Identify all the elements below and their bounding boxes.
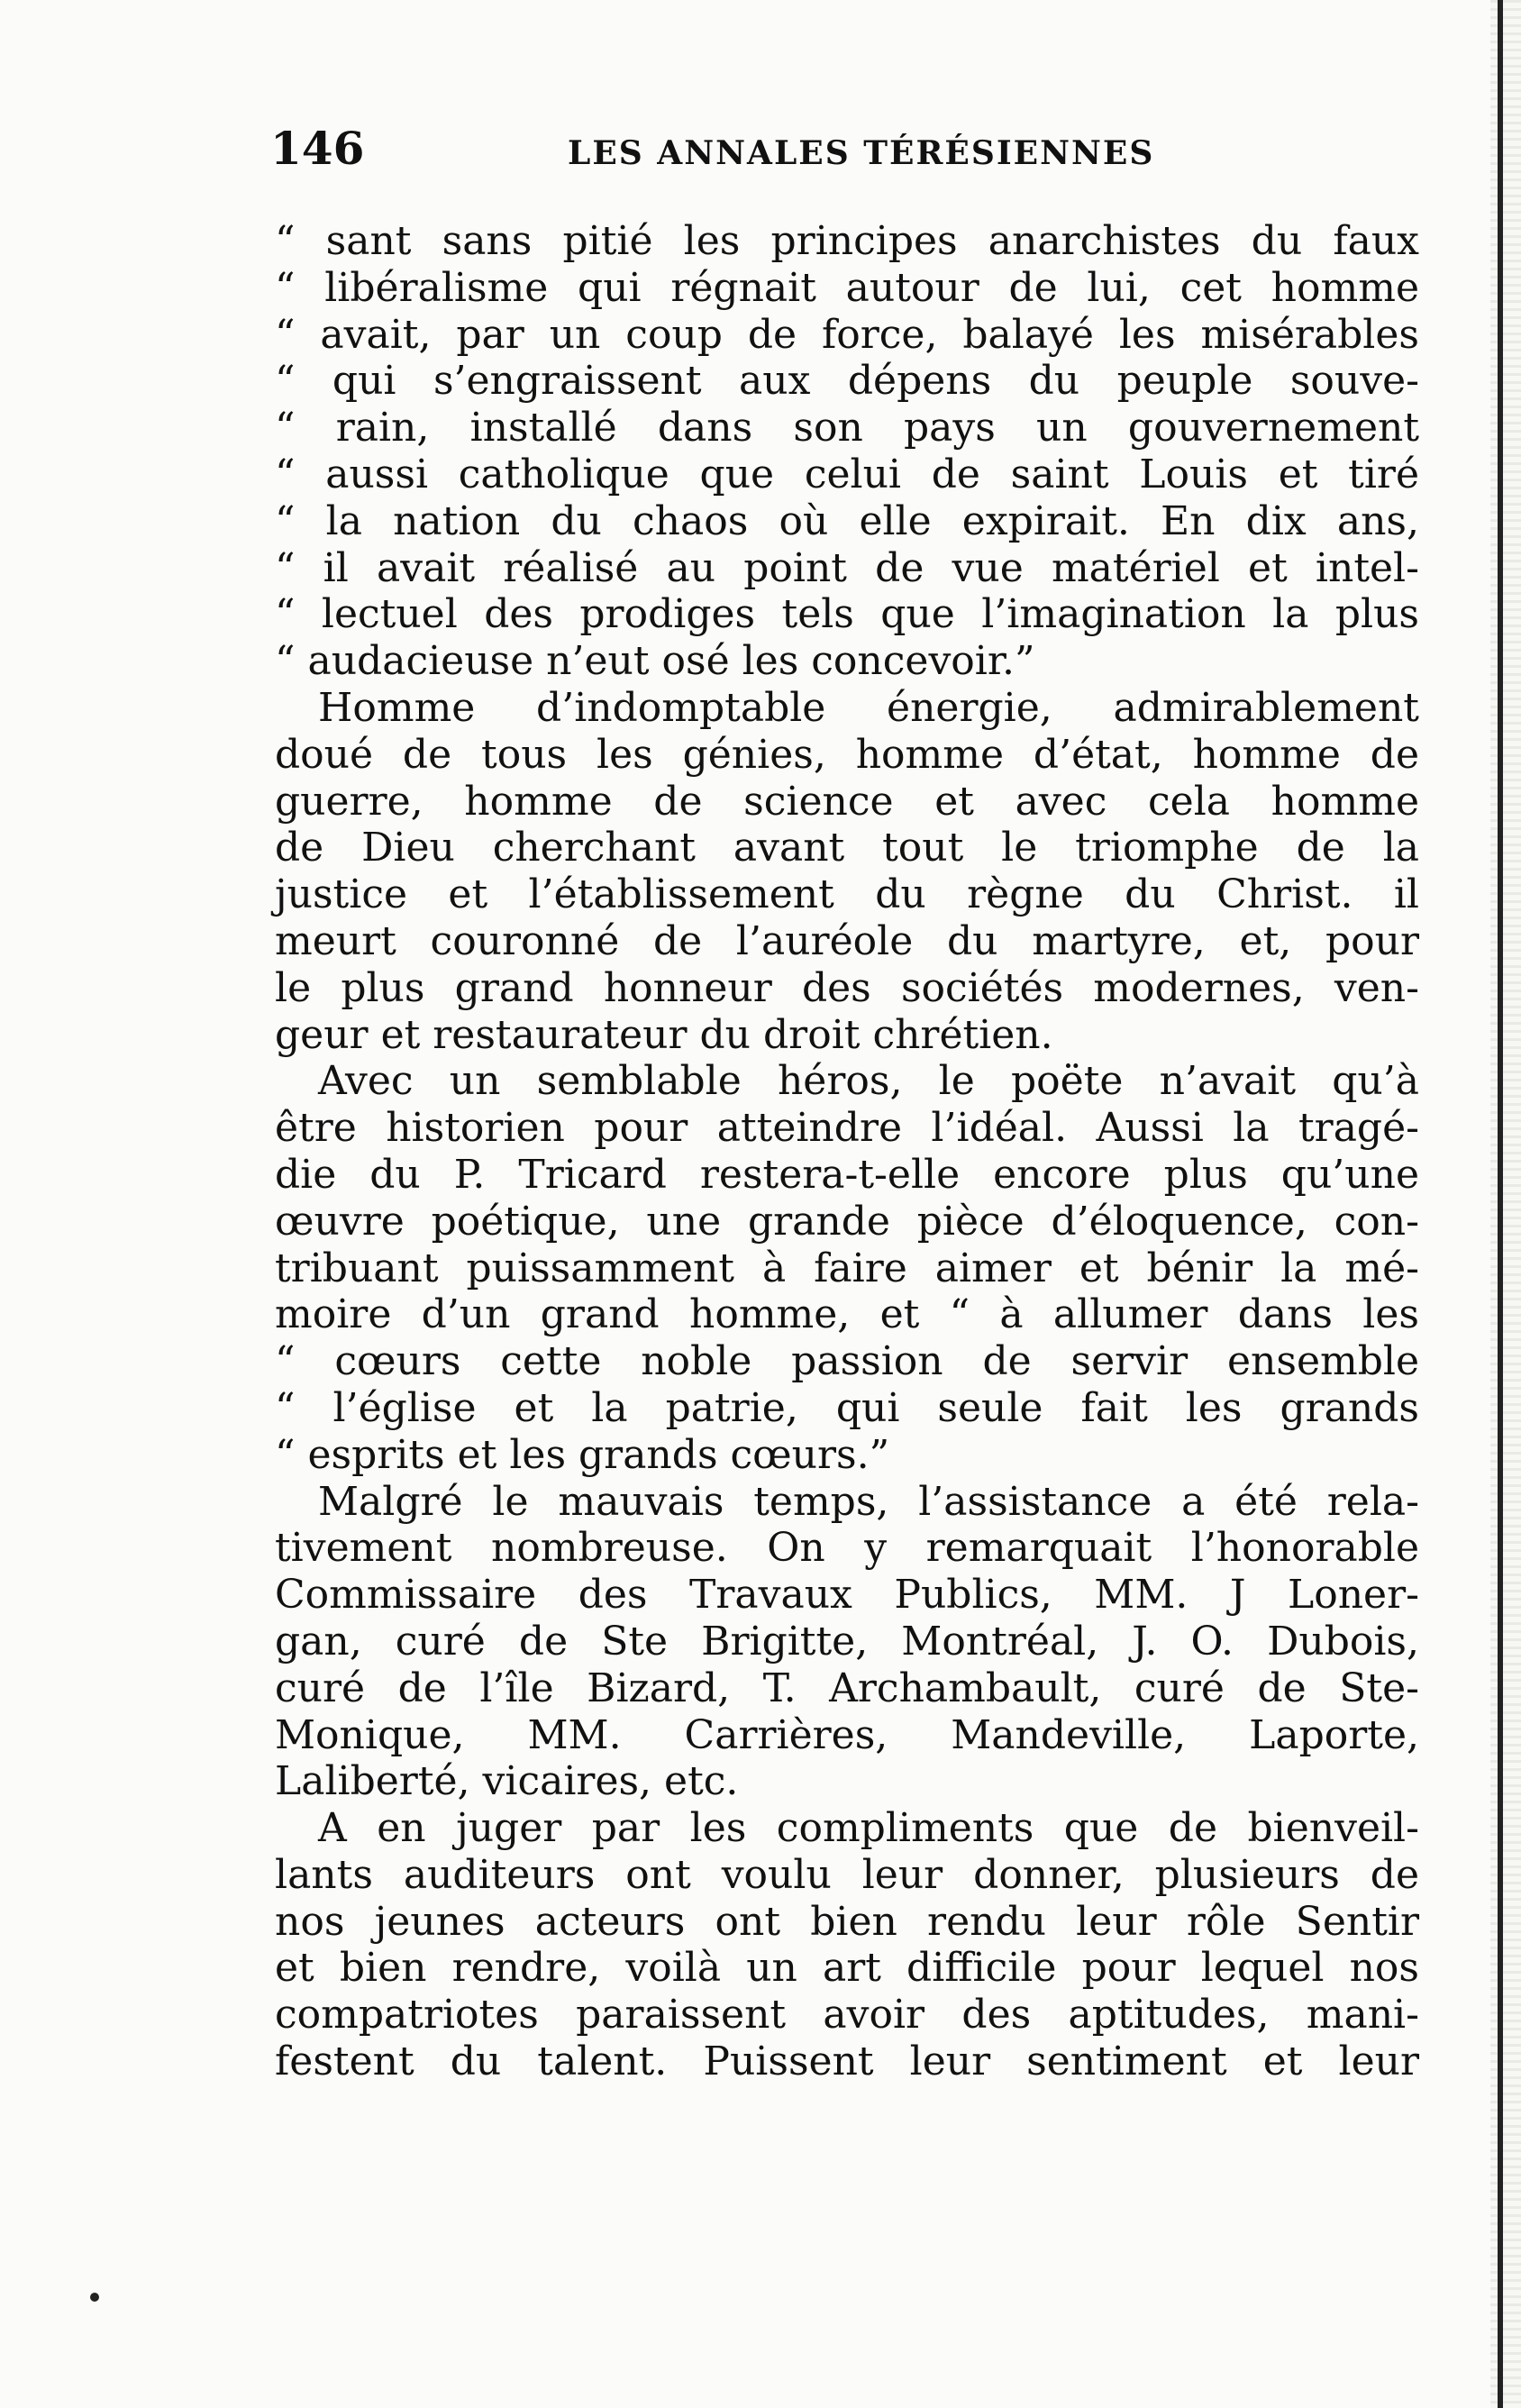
text-line: de Dieu cherchant avant tout le triomphe de la — [275, 825, 1419, 871]
text-line: “ aussi catholique que celui de saint Louis et tiré — [275, 451, 1419, 497]
text-line: “ avait, par un coup de force, balayé les misérables — [275, 311, 1419, 358]
text-line: “ lectuel des prodiges tels que l’imagination la plus — [275, 591, 1419, 638]
text-line: doué de tous les génies, homme d’état, homme de — [275, 731, 1419, 778]
text-line: curé de l’île Bizard, T. Archambault, curé de Ste- — [275, 1665, 1419, 1711]
text-line: “ l’église et la patrie, qui seule fait les grands — [275, 1384, 1419, 1431]
paragraph-first-line: Avec un semblable héros, le poëte n’avait qu’à — [318, 1058, 1419, 1105]
text-line: “ libéralisme qui régnait autour de lui, cet homme — [275, 264, 1419, 311]
page-edge-shadow — [1490, 0, 1521, 2408]
text-line: être historien pour atteindre l’idéal. Aussi la tragé- — [275, 1105, 1419, 1152]
running-title: LES ANNALES TÉRÉSIENNES — [568, 134, 1155, 172]
text-line: et bien rendre, voilà un art difficile pour lequel nos — [275, 1945, 1419, 1992]
text-line: moire d’un grand homme, et “ à allumer dans les — [275, 1291, 1419, 1338]
text-line: festent du talent. Puissent leur sentiment et leur — [275, 2039, 1419, 2085]
text-line: “ audacieuse n’eut osé les concevoir.” — [275, 638, 1035, 685]
paragraph-first-line: A en juger par les compliments que de bienveil- — [318, 1805, 1419, 1852]
text-line: “ la nation du chaos où elle expirait. En dix ans, — [275, 497, 1419, 544]
ink-mark — [90, 2293, 99, 2302]
paragraph-first-line: Malgré le mauvais temps, l’assistance a été rela- — [318, 1478, 1419, 1525]
text-line: lants auditeurs ont voulu leur donner, plusieurs de — [275, 1851, 1419, 1898]
text-line: compatriotes paraissent avoir des aptitudes, mani- — [275, 1992, 1419, 2039]
text-line: “ sant sans pitié les principes anarchistes du faux — [275, 218, 1419, 264]
paragraph-first-line: Homme d’indomptable énergie, admirablement — [318, 684, 1419, 731]
text-line: “ qui s’engraissent aux dépens du peuple souve- — [275, 358, 1419, 405]
text-line: tivement nombreuse. On y remarquait l’honorable — [275, 1525, 1419, 1572]
text-line: Laliberté, vicaires, etc. — [275, 1758, 739, 1805]
body-text — [275, 218, 1419, 2085]
text-line: “ esprits et les grands cœurs.” — [275, 1431, 890, 1478]
text-line: gan, curé de Ste Brigitte, Montréal, J. O. Dubois, — [275, 1618, 1419, 1665]
text-line: justice et l’établissement du règne du Christ. il — [275, 871, 1419, 918]
text-line: geur et restaurateur du droit chrétien. — [275, 1011, 1053, 1058]
text-line: nos jeunes acteurs ont bien rendu leur rôle Sentir — [275, 1898, 1419, 1945]
text-line: “ cœurs cette noble passion de servir ensemble — [275, 1338, 1419, 1385]
text-line: Monique, MM. Carrières, Mandeville, Laporte, — [275, 1711, 1419, 1758]
text-line: Commissaire des Travaux Publics, MM. J Loner- — [275, 1572, 1419, 1619]
text-line: meurt couronné de l’auréole du martyre, et, pour — [275, 917, 1419, 964]
text-line: tribuant puissamment à faire aimer et bénir la mé- — [275, 1245, 1419, 1291]
page-header — [270, 122, 1424, 176]
text-line: “ rain, installé dans son pays un gouvernement — [275, 405, 1419, 452]
page-binding-edge — [1498, 0, 1503, 2408]
text-line: œuvre poétique, une grande pièce d’éloquence, con- — [275, 1198, 1419, 1245]
text-line: guerre, homme de science et avec cela homme — [275, 778, 1419, 825]
text-line: le plus grand honneur des sociétés modernes, ven- — [275, 964, 1419, 1011]
text-line: “ il avait réalisé au point de vue matériel et intel- — [275, 544, 1419, 591]
text-line: die du P. Tricard restera-t-elle encore plus qu’une — [275, 1151, 1419, 1198]
page-number: 146 — [270, 122, 365, 175]
